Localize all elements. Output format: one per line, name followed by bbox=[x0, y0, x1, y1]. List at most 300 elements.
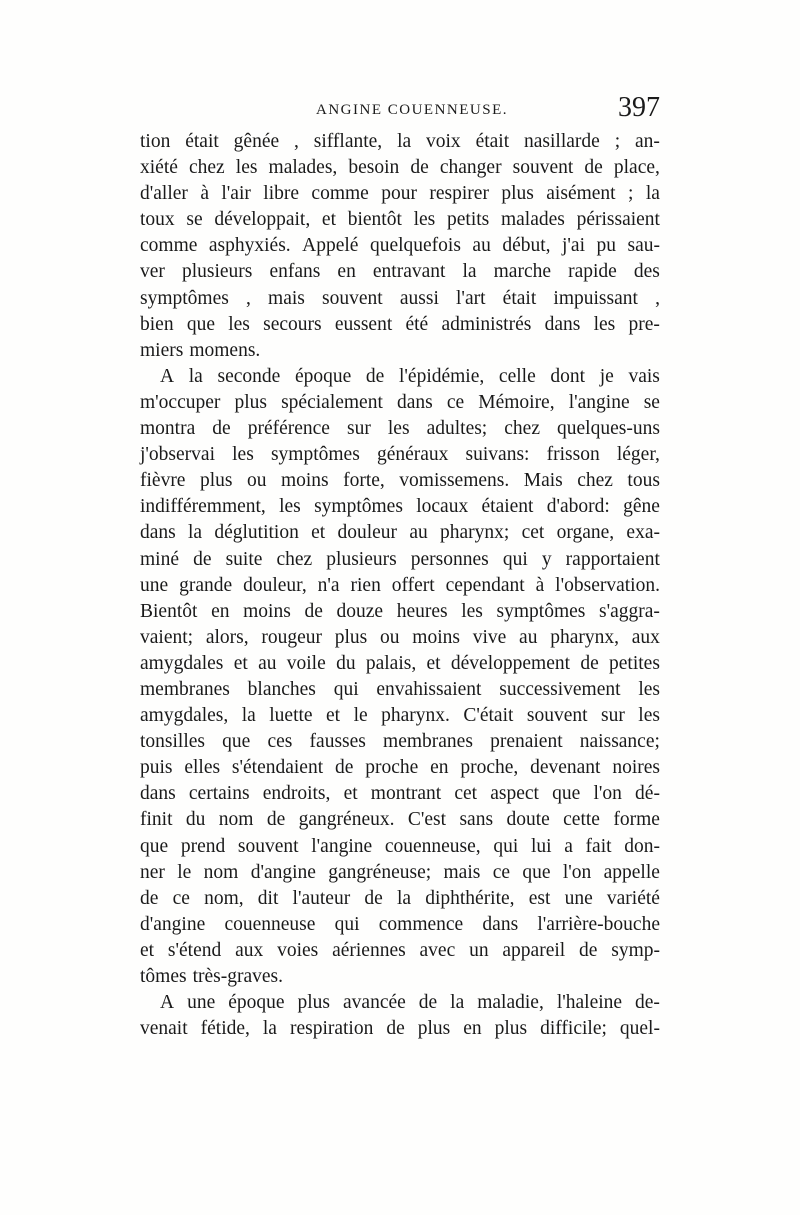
word: vomissemens. bbox=[399, 470, 510, 492]
word: un bbox=[469, 939, 489, 961]
word: souvent bbox=[237, 835, 299, 857]
word: pre- bbox=[628, 313, 660, 335]
word: dans bbox=[396, 391, 433, 413]
word: couenneuse bbox=[224, 913, 316, 935]
word: les bbox=[638, 705, 660, 727]
word: doute bbox=[506, 809, 550, 831]
word: qui bbox=[493, 835, 519, 857]
word: vais bbox=[628, 365, 660, 387]
word: n'a bbox=[317, 574, 340, 596]
word: la bbox=[188, 365, 203, 387]
text-line bbox=[140, 468, 660, 494]
word: diphthérite, bbox=[425, 887, 515, 909]
word: léger, bbox=[616, 444, 660, 466]
word: miné bbox=[140, 548, 179, 570]
text-line bbox=[140, 1016, 660, 1042]
word: tonsilles bbox=[140, 731, 206, 753]
word: ce bbox=[172, 887, 190, 909]
word: aspect bbox=[490, 783, 539, 805]
word: qui bbox=[502, 548, 528, 570]
word: en bbox=[463, 1018, 482, 1040]
word: vaient; bbox=[140, 626, 194, 648]
word: proche, bbox=[460, 757, 519, 779]
word: avec bbox=[419, 939, 456, 961]
text-line bbox=[140, 364, 660, 390]
word: pharynx. bbox=[381, 705, 450, 727]
word: d'angine bbox=[140, 913, 206, 935]
word: l'arrière-bouche bbox=[537, 913, 660, 935]
word: chez bbox=[276, 548, 313, 570]
word: entravant bbox=[372, 261, 446, 283]
word: fait bbox=[585, 835, 612, 857]
word: ou bbox=[380, 626, 400, 648]
word: les bbox=[638, 678, 660, 700]
word: suite bbox=[225, 548, 263, 570]
word: montra bbox=[140, 418, 196, 440]
word: mais bbox=[443, 861, 481, 883]
word: en bbox=[337, 261, 356, 283]
word: luette bbox=[269, 705, 313, 727]
word: ver bbox=[140, 261, 165, 283]
word: locaux bbox=[416, 496, 469, 518]
word: l'haleine bbox=[556, 992, 623, 1014]
word: frisson bbox=[546, 444, 600, 466]
word: aux bbox=[235, 939, 264, 961]
word: la bbox=[450, 992, 465, 1014]
word: administrés bbox=[441, 313, 532, 335]
word: de bbox=[365, 365, 385, 387]
word: chez bbox=[188, 157, 225, 179]
word: amygdales, bbox=[140, 705, 229, 727]
text-line bbox=[140, 181, 660, 207]
word: le bbox=[353, 705, 368, 727]
word: qui bbox=[333, 678, 359, 700]
text-line bbox=[140, 233, 660, 259]
word: don- bbox=[624, 835, 660, 857]
word: devenant bbox=[530, 757, 601, 779]
word: blanches bbox=[247, 678, 316, 700]
word: plus bbox=[199, 470, 233, 492]
word: ce bbox=[492, 861, 510, 883]
word: quelques-uns bbox=[557, 418, 660, 440]
word: le bbox=[177, 861, 192, 883]
word: douze bbox=[336, 600, 384, 622]
word: les bbox=[235, 157, 258, 179]
word: forte, bbox=[343, 470, 385, 492]
word: chez bbox=[577, 470, 613, 492]
word: gêne bbox=[623, 496, 660, 518]
text-line bbox=[140, 964, 660, 990]
word: une bbox=[140, 574, 169, 596]
word: secours bbox=[263, 313, 322, 335]
word: avancée bbox=[343, 992, 406, 1014]
word: les bbox=[232, 444, 254, 466]
text-line bbox=[140, 573, 660, 599]
word: difficile; bbox=[540, 1018, 607, 1040]
word: de bbox=[410, 157, 429, 179]
word: symptômes bbox=[140, 287, 229, 309]
word: se bbox=[186, 209, 203, 231]
word: se bbox=[643, 391, 660, 413]
word: de bbox=[386, 1018, 405, 1040]
word: qui bbox=[334, 913, 360, 935]
word: généraux bbox=[376, 444, 449, 466]
word: à bbox=[200, 183, 209, 205]
text-line bbox=[140, 703, 660, 729]
word: miers bbox=[140, 339, 184, 361]
word: la bbox=[462, 261, 477, 283]
word: l'auteur bbox=[292, 887, 351, 909]
word: dans bbox=[140, 783, 176, 805]
word: besoin bbox=[348, 157, 400, 179]
word: les bbox=[228, 313, 250, 335]
word: rougeur bbox=[261, 626, 323, 648]
word: dans bbox=[140, 522, 176, 544]
word: sans bbox=[459, 809, 494, 831]
word: de bbox=[579, 939, 598, 961]
text-line bbox=[140, 416, 660, 442]
word: asphyxiés. bbox=[208, 235, 291, 257]
word: nom, bbox=[204, 887, 244, 909]
word: sur bbox=[347, 418, 371, 440]
text-line bbox=[140, 860, 660, 886]
word: pu bbox=[596, 235, 616, 257]
word: était bbox=[475, 131, 510, 152]
word: sau- bbox=[627, 235, 660, 257]
word: montrant bbox=[370, 783, 442, 805]
word: cet bbox=[521, 522, 545, 544]
word: d'angine bbox=[250, 861, 316, 883]
word: plus bbox=[334, 626, 368, 648]
word: puis bbox=[140, 757, 173, 779]
word: gangréneuse; bbox=[328, 861, 432, 883]
word: lui bbox=[530, 835, 552, 857]
word: ces bbox=[267, 731, 293, 753]
text-line bbox=[140, 651, 660, 677]
text-line bbox=[140, 494, 660, 520]
word: les bbox=[279, 496, 301, 518]
word: plusieurs bbox=[181, 261, 253, 283]
word: ou bbox=[246, 470, 267, 492]
word: grande bbox=[179, 574, 233, 596]
word: déglutition bbox=[214, 522, 299, 544]
word: nasillarde bbox=[524, 131, 600, 152]
word: et bbox=[326, 705, 341, 727]
text-line bbox=[140, 155, 660, 181]
word: libre bbox=[263, 183, 300, 205]
word: membranes bbox=[140, 678, 230, 700]
word: de bbox=[212, 418, 231, 440]
word: cependant bbox=[445, 574, 525, 596]
word: du bbox=[336, 652, 356, 674]
word: au bbox=[472, 235, 491, 257]
word: symptômes bbox=[270, 444, 360, 466]
word: de bbox=[334, 757, 354, 779]
word: souvent bbox=[512, 157, 574, 179]
word: tômes bbox=[140, 966, 187, 987]
word: Appelé bbox=[302, 235, 359, 257]
word: la bbox=[397, 131, 412, 152]
word: au bbox=[519, 626, 538, 648]
text-line bbox=[140, 990, 660, 1016]
word: souvent bbox=[526, 705, 588, 727]
word: chez bbox=[504, 418, 540, 440]
word: moins bbox=[280, 470, 329, 492]
text-line bbox=[140, 755, 660, 781]
word: et bbox=[321, 209, 336, 231]
word: les bbox=[593, 313, 616, 335]
word: douleur, bbox=[243, 574, 307, 596]
text-line bbox=[140, 625, 660, 651]
word: a bbox=[564, 835, 573, 857]
word: heures bbox=[396, 600, 448, 622]
word: plus bbox=[494, 1018, 528, 1040]
word: palais, bbox=[365, 652, 417, 674]
word: impuissant bbox=[553, 287, 638, 309]
word: offert bbox=[391, 574, 435, 596]
word: au bbox=[258, 652, 277, 674]
word: endroits, bbox=[262, 783, 331, 805]
word: changer bbox=[439, 157, 502, 179]
word: des bbox=[633, 261, 660, 283]
word: C'était bbox=[463, 705, 514, 727]
word: et bbox=[140, 939, 155, 961]
word: tion bbox=[140, 131, 171, 152]
word: plus bbox=[234, 391, 267, 413]
text-line bbox=[140, 390, 660, 416]
word: aussi bbox=[399, 287, 439, 309]
word: Bientôt bbox=[140, 600, 198, 622]
word: développait, bbox=[214, 209, 311, 231]
word: de bbox=[584, 157, 603, 179]
word: bien bbox=[140, 313, 174, 335]
word: en bbox=[211, 600, 230, 622]
word: fétide, bbox=[200, 1018, 250, 1040]
word: certains bbox=[188, 783, 250, 805]
word: une bbox=[187, 992, 216, 1014]
word: appareil bbox=[502, 939, 566, 961]
word: naissance; bbox=[579, 731, 660, 753]
text-line bbox=[140, 807, 660, 833]
text-line bbox=[140, 912, 660, 938]
word: variété bbox=[606, 887, 660, 909]
text-line bbox=[140, 286, 660, 312]
word: moins bbox=[412, 626, 460, 648]
word: enfans bbox=[269, 261, 321, 283]
word: Mais bbox=[523, 470, 563, 492]
word: petites bbox=[609, 652, 660, 674]
word: indifféremment, bbox=[140, 496, 266, 518]
word: début, bbox=[502, 235, 551, 257]
word: de bbox=[266, 809, 286, 831]
word: A bbox=[160, 992, 175, 1014]
word: époque bbox=[228, 992, 285, 1014]
word: dans bbox=[544, 313, 581, 335]
word: C'est bbox=[407, 809, 447, 831]
word: plus bbox=[501, 183, 534, 205]
word: rien bbox=[350, 574, 381, 596]
word: rapide bbox=[568, 261, 617, 283]
word: douleur bbox=[337, 522, 398, 544]
word: successivement bbox=[499, 678, 621, 700]
word: que bbox=[222, 731, 251, 753]
word: la bbox=[262, 1018, 277, 1040]
word: forme bbox=[613, 809, 660, 831]
word: comme bbox=[311, 183, 369, 205]
word: souvent bbox=[322, 287, 383, 309]
word: mais bbox=[268, 287, 305, 309]
word: quel- bbox=[619, 1018, 660, 1040]
word: l'on bbox=[593, 783, 622, 805]
word: aériennes bbox=[332, 939, 406, 961]
running-title: ANGINE COUENNEUSE. bbox=[316, 102, 508, 118]
word: membranes bbox=[383, 731, 473, 753]
word: la bbox=[645, 183, 660, 205]
word: noires bbox=[612, 757, 660, 779]
text-line bbox=[140, 781, 660, 807]
word: de bbox=[193, 548, 212, 570]
word: bientôt bbox=[347, 209, 402, 231]
word: respiration bbox=[289, 1018, 374, 1040]
text-line bbox=[140, 834, 660, 860]
text-line bbox=[140, 599, 660, 625]
word: ce bbox=[446, 391, 465, 413]
word: les bbox=[461, 600, 483, 622]
word: place, bbox=[613, 157, 660, 179]
word: toux bbox=[140, 209, 175, 231]
word: eussent bbox=[334, 313, 393, 335]
word: l'angine bbox=[311, 835, 373, 857]
running-head bbox=[140, 92, 660, 126]
word: personnes bbox=[410, 548, 489, 570]
word: aisément bbox=[546, 183, 616, 205]
word: appelle bbox=[603, 861, 660, 883]
word: malades, bbox=[268, 157, 338, 179]
word: ner bbox=[140, 861, 165, 883]
word: pharynx; bbox=[439, 522, 510, 544]
word: ; bbox=[614, 131, 621, 152]
word: dit bbox=[257, 887, 279, 909]
text-line bbox=[140, 207, 660, 233]
word: pharynx, bbox=[550, 626, 619, 648]
word: envahissaient bbox=[376, 678, 482, 700]
word: de bbox=[364, 887, 383, 909]
word: développement bbox=[450, 652, 571, 674]
word: symptômes bbox=[496, 600, 586, 622]
word: prend bbox=[180, 835, 226, 857]
word: du bbox=[185, 809, 206, 831]
word: organe, bbox=[556, 522, 615, 544]
word: petits bbox=[447, 209, 490, 231]
word: la bbox=[241, 705, 256, 727]
word: moins bbox=[243, 600, 291, 622]
word: une bbox=[564, 887, 593, 909]
word: pour bbox=[381, 183, 417, 205]
word: momens. bbox=[189, 339, 261, 361]
word: en bbox=[430, 757, 449, 779]
word: périssaient bbox=[576, 209, 660, 231]
text-line bbox=[140, 259, 660, 285]
word: alors, bbox=[205, 626, 249, 648]
word: vive bbox=[472, 626, 507, 648]
word: ; bbox=[628, 183, 634, 205]
word: maladie, bbox=[477, 992, 544, 1014]
text-line bbox=[140, 729, 660, 755]
word: proche bbox=[365, 757, 419, 779]
word: l'art bbox=[456, 287, 486, 309]
text-line bbox=[140, 677, 660, 703]
word: voies bbox=[277, 939, 319, 961]
word: aux bbox=[631, 626, 660, 648]
word: dans bbox=[482, 913, 519, 935]
word: an- bbox=[635, 131, 660, 152]
word: et bbox=[311, 522, 326, 544]
page-number: 397 bbox=[618, 92, 660, 123]
word: dé- bbox=[635, 783, 660, 805]
word: s'étend bbox=[167, 939, 222, 961]
word: que bbox=[522, 861, 551, 883]
word: s'étendaient bbox=[231, 757, 324, 779]
word: l'air bbox=[221, 183, 251, 205]
word: d'aller bbox=[140, 183, 188, 205]
word: celle bbox=[498, 365, 536, 387]
word: de bbox=[580, 652, 599, 674]
word: l'observation. bbox=[555, 574, 660, 596]
word: au bbox=[409, 522, 428, 544]
word: et bbox=[343, 783, 358, 805]
word: , bbox=[246, 287, 251, 309]
word: les bbox=[387, 418, 410, 440]
word: dont bbox=[550, 365, 586, 387]
word: marche bbox=[493, 261, 552, 283]
word: seconde bbox=[217, 365, 281, 387]
word: était bbox=[185, 131, 219, 152]
word: préférence bbox=[247, 418, 330, 440]
word: l'angine bbox=[568, 391, 630, 413]
word: et bbox=[233, 652, 248, 674]
word: très-graves. bbox=[192, 966, 284, 987]
word: que bbox=[552, 783, 581, 805]
word: exa- bbox=[626, 522, 660, 544]
word: , bbox=[655, 287, 660, 309]
word: était bbox=[502, 287, 537, 309]
word: la bbox=[188, 522, 203, 544]
word: , bbox=[294, 131, 299, 152]
word: couenneuse, bbox=[384, 835, 481, 857]
word: prenaient bbox=[490, 731, 563, 753]
word: que bbox=[186, 313, 215, 335]
word: nom bbox=[203, 861, 239, 883]
word: la bbox=[396, 887, 412, 909]
word: sur bbox=[601, 705, 625, 727]
text-line bbox=[140, 886, 660, 912]
word: symptômes bbox=[314, 496, 403, 518]
word: commence bbox=[378, 913, 464, 935]
text-line bbox=[140, 520, 660, 546]
word: plus bbox=[417, 1018, 451, 1040]
word: symp- bbox=[611, 939, 660, 961]
word: malades bbox=[500, 209, 565, 231]
word: xiété bbox=[140, 157, 178, 179]
word: l'épidémie, bbox=[398, 365, 485, 387]
text-line bbox=[140, 338, 660, 364]
word: cet bbox=[454, 783, 478, 805]
word: été bbox=[405, 313, 429, 335]
word: finit bbox=[140, 809, 173, 831]
word: Mémoire, bbox=[478, 391, 555, 413]
word: amygdales bbox=[140, 652, 224, 674]
word: comme bbox=[140, 235, 198, 257]
